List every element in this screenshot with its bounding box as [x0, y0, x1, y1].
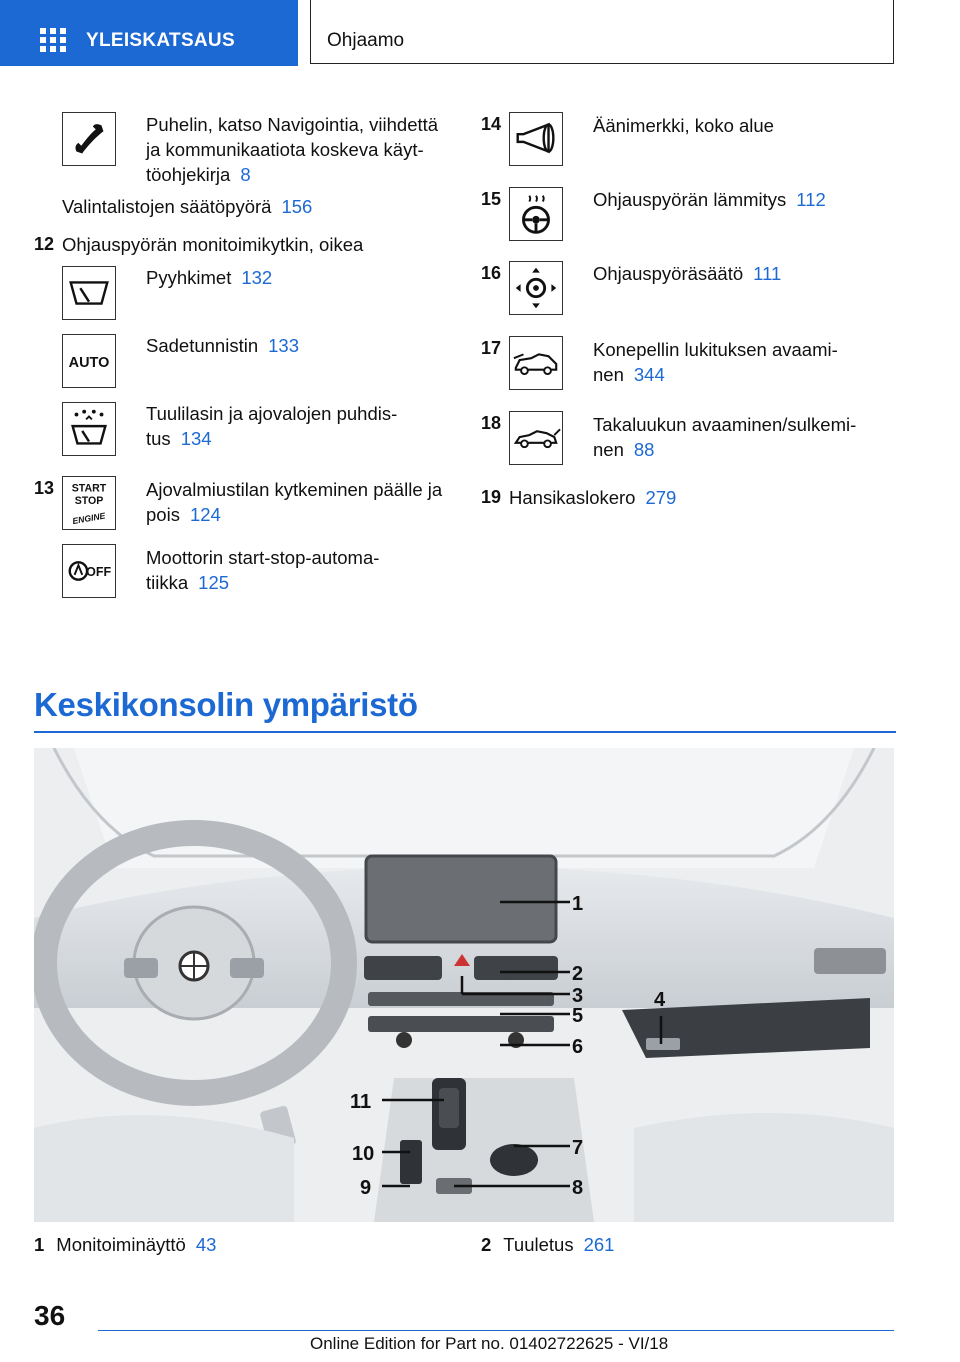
start-stop-engine-icon: [62, 476, 116, 530]
item-16-ref-link[interactable]: 111: [753, 263, 782, 284]
footer-edition: Online Edition for Part no. 01402722625 - VI/18: [310, 1334, 669, 1353]
callout-5: 5: [572, 1005, 584, 1027]
wipers-text: Pyyhkimet 132: [146, 267, 273, 288]
phone-ref-link[interactable]: 8: [240, 164, 251, 185]
auto-start-stop-ref-link[interactable]: 125: [198, 572, 230, 593]
svg-text:START: START: [71, 482, 107, 495]
callout-7: 7: [572, 1137, 584, 1159]
svg-text:ENGINE: ENGINE: [71, 510, 107, 527]
svg-text:AUTO: AUTO: [68, 354, 110, 371]
item-12-text: Ohjauspyörän monitoimikytkin, oikea: [62, 234, 364, 255]
item-16-text: Ohjauspyöräsäätö 111: [593, 263, 782, 284]
item-17-text: Konepellin lukituksen avaami- nen 344: [593, 339, 838, 385]
item-17-ref-link[interactable]: 344: [633, 364, 665, 385]
grid-icon: [40, 28, 66, 52]
item-15-ref-link[interactable]: 112: [796, 189, 826, 210]
item-19-ref-link[interactable]: 279: [645, 487, 677, 508]
auto-icon: [62, 334, 116, 388]
item-19-number: 19: [481, 487, 502, 507]
svg-text:STOP: STOP: [74, 494, 104, 507]
caption-1-ref-link[interactable]: 43: [195, 1234, 217, 1255]
item-14-text: Äänimerkki, koko alue: [593, 115, 774, 136]
item-13-number: 13: [34, 478, 55, 498]
washer-ref-link[interactable]: 134: [180, 428, 212, 449]
phone-icon: [62, 112, 116, 166]
tailgate-icon: [509, 411, 563, 465]
washer-text: Tuulilasin ja ajovalojen puhdis- tus 134: [146, 403, 398, 449]
item-18-text: Takaluukun avaaminen/sulkemi- nen 88: [593, 414, 857, 460]
selection-list-item: Valintalistojen säätöpyörä 156: [62, 196, 313, 217]
section-title: Keskikonsolin ympäristö: [34, 686, 418, 723]
item-14-number: 14: [481, 114, 502, 134]
auto-start-stop-text: Moottorin start-stop-automa- tiikka 125: [146, 547, 380, 593]
item-13-ref-link[interactable]: 124: [189, 504, 221, 525]
item-16-number: 16: [481, 263, 502, 283]
phone-text: Puhelin, katso Navigointia, viihdettä ja kommunikaatiota koskeva käyt- töohjekirja 8: [146, 114, 439, 185]
wiper-icon: [62, 266, 116, 320]
horn-icon: [509, 112, 563, 166]
callout-9: 9: [360, 1177, 372, 1199]
callout-1: 1: [572, 893, 584, 915]
top-navigation: [0, 0, 960, 66]
center-console-illustration: [34, 748, 894, 1222]
tab-ohjaamo[interactable]: [310, 0, 894, 64]
callout-4: 4: [654, 989, 666, 1011]
hood-release-icon: [509, 336, 563, 390]
caption-2-ref-link[interactable]: 261: [583, 1234, 615, 1255]
item-18-number: 18: [481, 413, 502, 433]
caption-2: 2 Tuuletus 261: [481, 1234, 615, 1255]
item-12-number: 12: [34, 234, 55, 254]
selection-list-ref-link[interactable]: 156: [281, 196, 313, 217]
item-17-number: 17: [481, 338, 502, 358]
footer-divider: [98, 1330, 894, 1331]
callout-11: 11: [350, 1091, 372, 1113]
washer-icon: [62, 402, 116, 456]
item-13-text: Ajovalmiustilan kytkeminen päälle ja pois 124: [146, 479, 443, 525]
auto-start-stop-off-icon: [62, 544, 116, 598]
section-label: YLEISKATSAUS: [86, 30, 235, 51]
callout-8: 8: [572, 1177, 584, 1199]
tab-yleiskatsaus[interactable]: [0, 0, 298, 66]
item-15-number: 15: [481, 189, 502, 209]
callout-6: 6: [572, 1036, 584, 1058]
steering-adjust-icon: [509, 261, 563, 315]
item-19-text: Hansikaslokero 279: [509, 487, 677, 508]
section-divider: [34, 731, 896, 733]
svg-text:OFF: OFF: [86, 564, 112, 579]
callout-3: 3: [572, 985, 584, 1007]
callout-10: 10: [352, 1143, 375, 1165]
wipers-ref-link[interactable]: 132: [241, 267, 273, 288]
subsection-label: Ohjaamo: [327, 30, 405, 51]
caption-1: 1 Monitoiminäyttö 43: [34, 1234, 217, 1255]
rain-sensor-text: Sadetunnistin 133: [146, 335, 299, 356]
page-number: 36: [34, 1300, 66, 1331]
rain-sensor-ref-link[interactable]: 133: [268, 335, 299, 356]
item-15-text: Ohjauspyörän lämmitys 112: [593, 189, 826, 210]
steering-wheel-heating-icon: [509, 187, 563, 241]
callout-2: 2: [572, 963, 584, 985]
item-18-ref-link[interactable]: 88: [633, 439, 655, 460]
